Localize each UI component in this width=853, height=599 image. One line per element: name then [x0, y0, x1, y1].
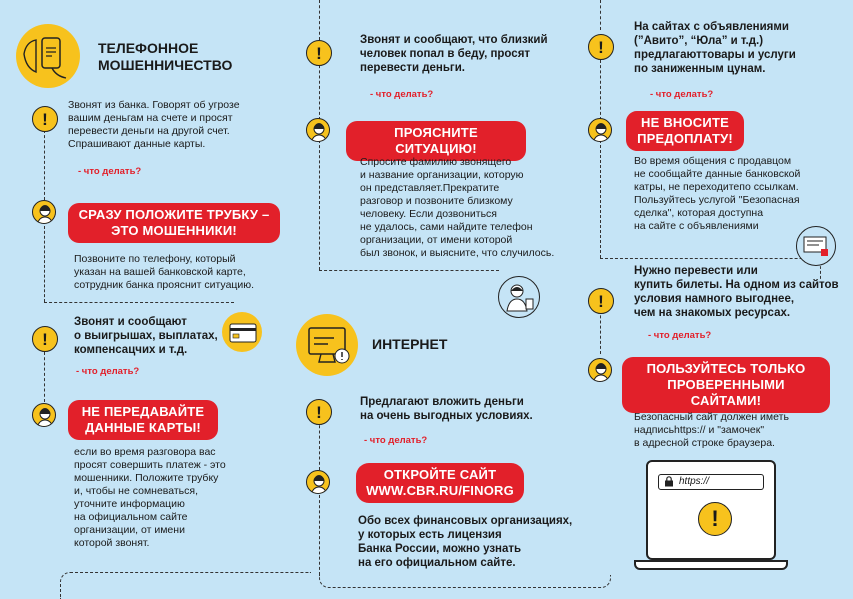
connector [60, 572, 311, 599]
right-case1-question: - что делать? [650, 89, 714, 100]
middle-case1-text: Звонят и сообщают, что близкий человек попал в беду, просят перевести деньги. [360, 34, 548, 74]
right-case1-advice: Во время общения с продавцом не сообщайте данные банковской катры, не переходитепо ссылкам. Пользуйтесь услугой "Безопасная сделка", которая доступна на сайте с объявлениями [634, 155, 801, 232]
laptop-base [634, 560, 788, 570]
connector [44, 130, 45, 200]
person-icon [306, 470, 330, 494]
middle-case1-advice: Спросите фамилию звонящего и название организации, которую он представляет.Прекратите разговор и позвоните близкому человеку. Если дозвониться не удалось, сами найдите телефон организации, от имени которой был звонок, и выясните, что случилось. [360, 156, 555, 259]
hacker-icon [499, 277, 539, 317]
middle-case1-action: ПРОЯСНИТЕ СИТУАЦИЮ! [346, 121, 526, 161]
person-icon [32, 403, 56, 427]
phone-case1-question: - что делать? [78, 166, 142, 177]
address-bar [658, 474, 764, 490]
phone-case1-action: СРАЗУ ПОЛОЖИТЕ ТРУБКУ – ЭТО МОШЕННИКИ! [68, 203, 280, 243]
connector [44, 352, 45, 402]
warning-icon: ! [306, 40, 332, 66]
person-icon [588, 118, 612, 142]
phone-case2-action: НЕ ПЕРЕДАВАЙТЕ ДАННЫЕ КАРТЫ! [68, 400, 218, 440]
person-icon [588, 358, 612, 382]
connector [319, 60, 320, 120]
warning-icon: ! [698, 502, 732, 536]
connector [44, 302, 234, 303]
connector [600, 140, 601, 258]
hacker-illustration [498, 276, 540, 318]
connector [319, 495, 320, 575]
card-illustration [222, 312, 262, 352]
warning-icon: ! [306, 399, 332, 425]
connector [319, 0, 320, 40]
connector [319, 140, 320, 270]
phone-illustration [16, 24, 80, 88]
connector [600, 0, 601, 30]
right-case2-action: ПОЛЬЗУЙТЕСЬ ТОЛЬКО ПРОВЕРЕННЫМИ САЙТАМИ! [622, 357, 830, 413]
connector [319, 270, 499, 271]
phone-case2-advice: если во время разговора вас просят совершить платеж - это мошенники. Положите трубку и, чтобы не сомневаться, уточните информацию на официальном сайте организации, от имени которой звонят. [74, 446, 226, 549]
connector [600, 60, 601, 120]
warning-icon: ! [32, 326, 58, 352]
warning-icon: ! [588, 288, 614, 314]
middle-case2-question: - что делать? [364, 435, 428, 446]
browser-illustration [646, 460, 776, 560]
middle-case2-action: ОТКРОЙТЕ САЙТ WWW.CBR.RU/FINORG [356, 463, 524, 503]
right-case1-action: НЕ ВНОСИТЕ ПРЕДОПЛАТУ! [626, 111, 744, 151]
person-icon [306, 118, 330, 142]
right-case2-question: - что делать? [648, 330, 712, 341]
lock-icon [664, 476, 674, 487]
monitor-icon [296, 314, 358, 376]
phone-case2-text: Звонят и сообщают о выигрышах, выплатах, компенсацчих и т.д. [74, 316, 218, 356]
middle-case1-question: - что делать? [370, 89, 434, 100]
right-case1-text: На сайтах с объявлениями (”Авито”, “Юла” и т.д.) предлагаюттовары и услуги по заниженным цунам. [634, 21, 796, 75]
address-bar-url: https:// [679, 476, 710, 487]
phone-fraud-title: ТЕЛЕФОННОЕ МОШЕННИЧЕСТВО [98, 40, 233, 73]
warning-icon: ! [588, 34, 614, 60]
connector [319, 420, 320, 470]
right-case2-advice: Безопасный сайт должен иметь надписьhttps:// и "замочек" в адресной строке браузера. [634, 411, 789, 449]
internet-illustration [296, 314, 358, 376]
ad-screen-icon [797, 227, 835, 265]
phone-case1-advice: Позвоните по телефону, который указан на вашей банковской карте, сотрудник банка прояснит ситуацию. [74, 253, 255, 291]
phone-case1-text: Звонят из банка. Говорят об угрозе вашим деньгам на счете и просят перевести деньги на другой счет. Спрашивают данные карты. [68, 99, 240, 150]
middle-case2-advice: Обо всех финансовых организациях, у которых есть лицензия Банка России, можно узнать на его официальном сайте. [358, 515, 573, 569]
right-case2-text: Нужно перевести или купить билеты. На одном из сайтов условия намного выгоднее, чем на знакомых ресурсах. [634, 265, 839, 319]
middle-case2-text: Предлагают вложить деньги на очень выгодных условиях. [360, 396, 533, 422]
connector [319, 575, 611, 588]
person-icon [32, 200, 56, 224]
credit-card-icon [222, 312, 262, 352]
phone-hand-icon [16, 24, 80, 88]
connector [44, 226, 45, 302]
internet-title: ИНТЕРНЕТ [372, 336, 448, 352]
phone-case2-question: - что делать? [76, 366, 140, 377]
ad-illustration [796, 226, 836, 266]
warning-icon: ! [32, 106, 58, 132]
